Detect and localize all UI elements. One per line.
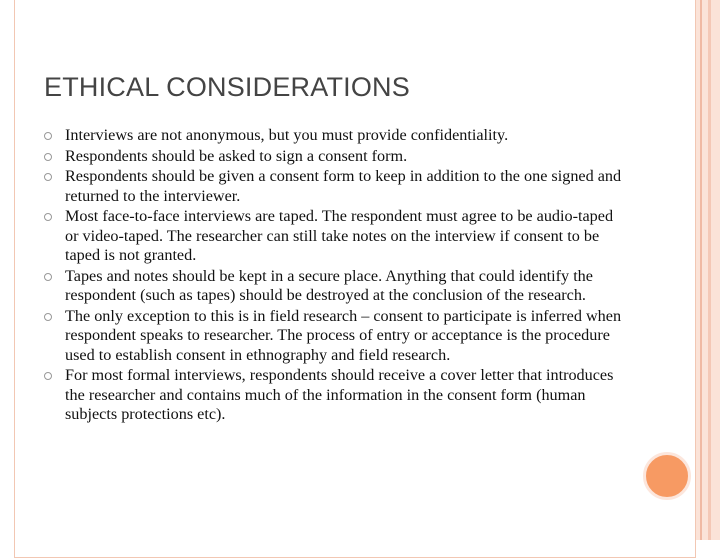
- bullet-text: Tapes and notes should be kept in a secure place. Anything that could identify the respondent (such as tapes) should be destroyed at the conclusion of the research.: [65, 266, 593, 304]
- bullet-text: The only exception to this is in field research – consent to participate is inferred when respondent speaks to researcher. The process of entry or acceptance is the procedure used to establish consent in ethnography and field research.: [65, 306, 622, 364]
- circle-bullet-icon: [44, 372, 52, 380]
- bullet-item: [44, 147, 624, 167]
- bullet-text: Interviews are not anonymous, but you must provide confidentiality.: [65, 126, 509, 144]
- slide-title: ETHICAL CONSIDERATIONS: [44, 72, 410, 102]
- circle-bullet-icon: [44, 153, 52, 161]
- bullet-text: Most face-to-face interviews are taped. The respondent must agree to be audio-taped or video-taped. The researcher can still take notes on the interview if consent to be taped is not granted.: [65, 207, 614, 264]
- decorative-circle-icon: [643, 452, 691, 500]
- circle-bullet-icon: [44, 213, 52, 221]
- bullet-item: [44, 126, 624, 146]
- bullet-item: [44, 307, 624, 366]
- bullet-list: [44, 126, 624, 426]
- circle-bullet-icon: [44, 273, 52, 281]
- bullet-text: Respondents should be given a consent form to keep in addition to the one signed and returned to the interviewer.: [65, 167, 622, 205]
- bullet-text: For most formal interviews, respondents should receive a cover letter that introduces the researcher and contains much of the information in the consent form (human subjects protections etc).: [65, 366, 614, 423]
- decorative-rail-line: [708, 0, 711, 540]
- circle-bullet-icon: [44, 132, 52, 140]
- circle-bullet-icon: [44, 173, 52, 181]
- bullet-item: [44, 267, 624, 306]
- bullet-item: [44, 167, 624, 206]
- bullet-item: [44, 366, 624, 425]
- circle-bullet-icon: [44, 313, 52, 321]
- bullet-item: [44, 207, 624, 266]
- decorative-rail-line: [700, 0, 702, 540]
- bullet-text: Respondents should be asked to sign a consent form.: [65, 146, 408, 165]
